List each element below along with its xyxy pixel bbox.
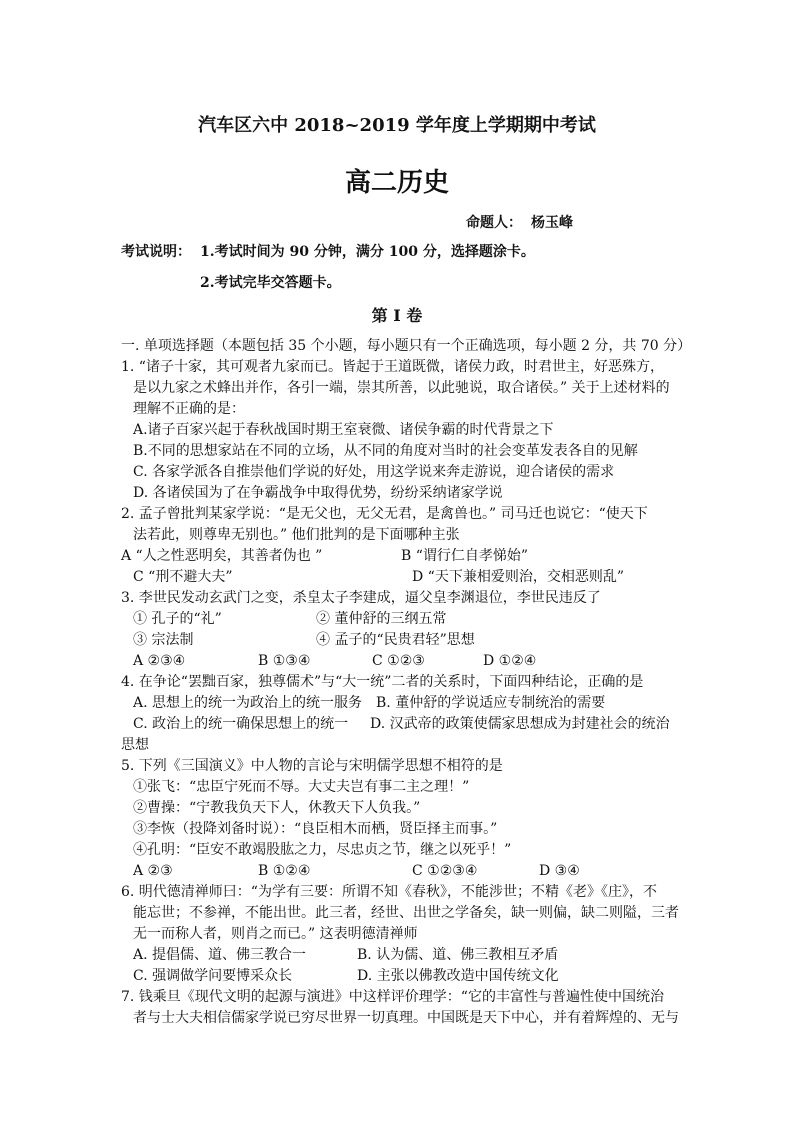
q5-item-4: ④孔明：“臣安不敢竭股肱之力，尽忠贞之节，继之以死乎！” (133, 842, 512, 858)
q1-line-3: 理解不正确的是： (133, 401, 245, 417)
q3-line-1: 3. 李世民发动玄武门之变，杀皇太子李建成，逼父皇李渊退位，李世民违反了 (121, 590, 601, 606)
q3-option-c: C ①②③ (372, 653, 425, 669)
volume-heading: 第 I 卷 (371, 306, 423, 325)
q6-line-2: 能忘世；不参禅，不能出世。此三者，经世、出世之学备矣，缺一则偏，缺二则隘，三者 (133, 905, 679, 921)
q3-item-2: ② 董仲舒的三纲五常 (316, 611, 447, 627)
q6-option-b: B. 认为儒、道、佛三教相互矛盾 (357, 947, 559, 963)
q1-option-b: B.不同的思想家站在不同的立场，从不同的角度对当时的社会变革发表各自的见解 (133, 443, 638, 459)
q6-line-1: 6. 明代德清禅师曰：“为学有三要：所谓不知《春秋》，不能涉世；不精《老》《庄》，不 (121, 884, 657, 900)
q2-option-d: D “天下兼相爱则治，交相恶则乱” (412, 569, 624, 585)
note-1: 1.考试时间为 90 分钟，满分 100 分，选择题涂卡。 (200, 244, 535, 260)
section-instructions: 一. 单项选择题（本题包括 35 个小题，每小题只有一个正确选项，每小题 2 分，共 70 分） (121, 338, 692, 354)
q2-option-b: B “谓行仁自孝悌始” (401, 548, 529, 564)
q6-option-a: A. 提倡儒、道、佛三教合一 (133, 947, 307, 963)
q7-line-2: 者与士大夫相信儒家学说已穷尽世界一切真理。中国既是天下中心，并有着辉煌的、无与 (133, 1010, 679, 1026)
q2-option-c: C “刑不避大夫” (133, 569, 233, 585)
q4-line-1: 4. 在争论“罢黜百家，独尊儒术”与“大一统”二者的关系时，下面四种结论，正确的是 (121, 674, 644, 690)
q5-item-2: ②曹操：“宁教我负天下人，休教天下人负我。” (133, 800, 421, 816)
q2-line-1: 2. 孟子曾批判某家学说：“是无父也，无父无君，是禽兽也。” 司马迁也说它：“使天下 (121, 506, 648, 522)
q2-line-2: 法若此，则尊卑无别也。” 他们批判的是下面哪种主张 (133, 527, 460, 543)
q4-option-a: A. 思想上的统一为政治上的统一服务 (133, 695, 363, 711)
subject-title: 高二历史 (344, 168, 449, 198)
q5-option-d: D ③④ (539, 863, 580, 879)
q1-option-d: D. 各诸侯国为了在争霸战争中取得优势，纷纷采纳诸家学说 (133, 485, 503, 501)
q6-option-d: D. 主张以佛教改造中国传统文化 (357, 968, 559, 984)
q4-option-b: B. 董仲舒的学说适应专制统治的需要 (376, 695, 606, 711)
q2-option-a: A “人之性恶明矣，其善者伪也 ” (121, 548, 323, 564)
q5-option-a: A ②③ (133, 863, 173, 879)
q1-option-a: A.诸子百家兴起于春秋战国时期王室衰微、诸侯争霸的时代背景之下 (133, 422, 554, 438)
q5-line-1: 5. 下列《三国演义》中人物的言论与宋明儒学思想不相符的是 (121, 758, 503, 774)
q6-line-3: 无一而称人者，则肖之而已。” 这表明德清禅师 (133, 926, 418, 942)
exam-title: 汽车区六中 2018~2019 学年度上学期期中考试 (198, 115, 596, 136)
note-2: 2.考试完毕交答题卡。 (200, 275, 341, 291)
q3-item-4: ④ 孟子的“民贵君轻”思想 (316, 632, 475, 648)
q7-line-1: 7. 钱乘旦《现代文明的起源与演进》中这样评价理学：“它的丰富性与普遍性使中国统治 (121, 989, 664, 1005)
q3-option-a: A ②③④ (133, 653, 186, 669)
q3-option-b: B ①③④ (258, 653, 311, 669)
q4-option-d-cont: 思想 (121, 737, 149, 753)
q6-option-c: C. 强调做学问要博采众长 (133, 968, 293, 984)
q5-option-b: B ①②④ (258, 863, 311, 879)
q4-option-c: C. 政治上的统一确保思想上的统一 (133, 716, 349, 732)
q3-item-3: ③ 宗法制 (133, 632, 194, 648)
q3-item-1: ① 孔子的“礼” (133, 611, 222, 627)
q3-option-d: D ①②④ (483, 653, 537, 669)
notes-label: 考试说明： (121, 244, 191, 260)
q5-item-3: ③李恢（投降刘备时说）：“良臣相木而栖，贤臣择主而事。” (133, 821, 498, 837)
author-label: 命题人： (466, 215, 522, 231)
q1-line-2: 是以九家之术蜂出并作，各引一端，崇其所善，以此驰说，取合诸侯。” 关于上述材料的 (133, 380, 670, 396)
q5-item-1: ①张飞：“忠臣宁死而不辱。大丈夫岂有事二主之理！” (133, 779, 470, 795)
q4-option-d: D. 汉武帝的政策使儒家思想成为封建社会的统治 (370, 716, 670, 732)
q1-option-c: C. 各家学派各自推崇他们学说的好处，用这学说来奔走游说，迎合诸侯的需求 (133, 464, 615, 480)
q5-option-c: C ①②③④ (412, 863, 478, 879)
q1-line-1: 1. “诸子十家，其可观者九家而已。皆起于王道既微，诸侯力政，时君世主，好恶殊方， (121, 359, 664, 375)
author-name: 杨玉峰 (531, 215, 573, 231)
